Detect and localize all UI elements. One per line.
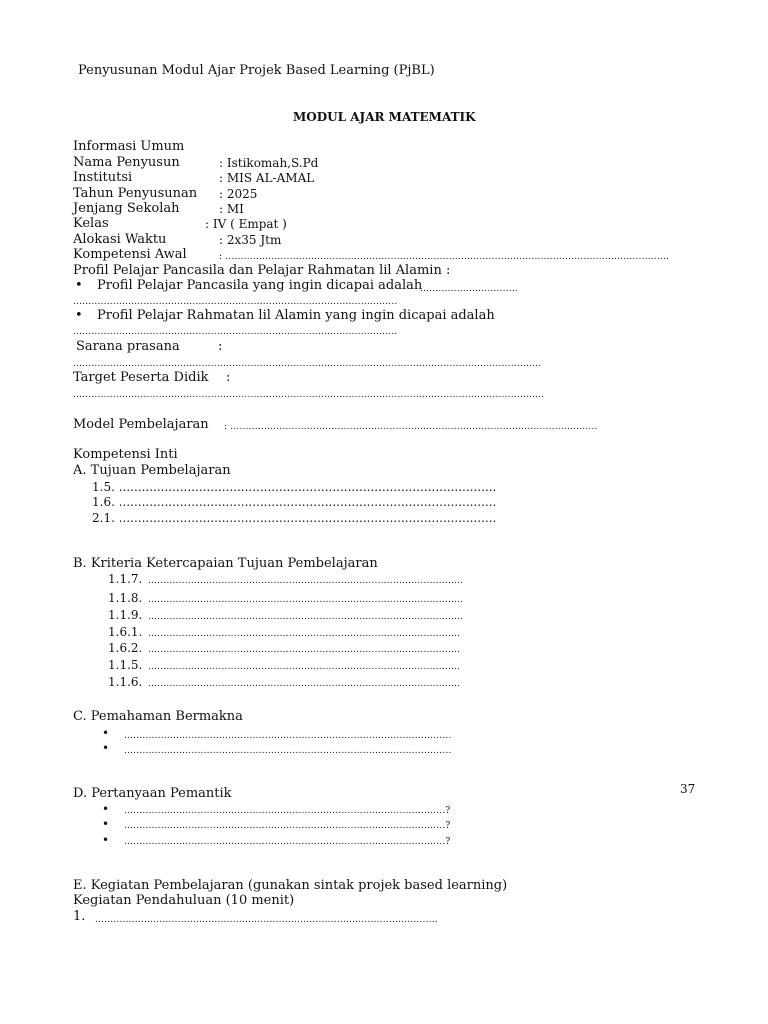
jenjang-label: Jenjang Sekolah xyxy=(73,201,180,216)
kriteria-dots: ...................................................................................................... xyxy=(148,679,461,689)
kompetensi-awal-label: Kompetensi Awal xyxy=(73,247,187,262)
model-label: Model Pembelajaran xyxy=(73,417,209,432)
model-value: : ........................................................................................................................ xyxy=(224,422,598,432)
kriteria-number: 1.1.7. xyxy=(108,572,143,586)
profil-pancasila-dots: ................................ xyxy=(420,284,518,294)
tujuan-item: 2.1. ................................................................................................... xyxy=(92,511,497,525)
bullet-icon: • xyxy=(75,278,83,293)
alokasi-value: : 2x35 Jtm xyxy=(219,233,282,247)
bullet-icon: • xyxy=(102,802,110,816)
kriteria-dots: ...................................................................................................... xyxy=(148,629,461,639)
bullet-icon: • xyxy=(102,833,110,847)
target-dots: .......................................................................................................................................................... xyxy=(73,390,545,400)
kriteria-dots: ...................................................................................................... xyxy=(148,645,461,655)
kriteria-dots: ....................................................................................................... xyxy=(148,595,464,605)
kriteria-number: 1.1.9. xyxy=(108,608,143,622)
profil-rahmatan-text: Profil Pelajar Rahmatan lil Alamin yang ingin dicapai adalah xyxy=(97,308,495,323)
document-header: Penyusunan Modul Ajar Projek Based Learning (PjBL) xyxy=(78,63,435,78)
kriteria-dots: ....................................................................................................... xyxy=(148,612,464,622)
pemantik-item: .........................................................................................................? xyxy=(124,806,451,816)
sarana-label: Sarana prasana xyxy=(76,339,180,354)
bullet-icon: • xyxy=(102,726,110,740)
kriteria-number: 1.1.5. xyxy=(108,658,143,672)
bullet-icon: • xyxy=(102,741,110,755)
kriteria-number: 1.6.1. xyxy=(108,625,143,639)
nama-penyusun-value: : Istikomah,S.Pd xyxy=(219,156,319,170)
document-title: MODUL AJAR MATEMATIK xyxy=(293,110,476,124)
tujuan-item: 1.5. ................................................................................................... xyxy=(92,480,497,494)
kriteria-dots: ...................................................................................................... xyxy=(148,662,461,672)
profil-heading: Profil Pelajar Pancasila dan Pelajar Rahmatan lil Alamin : xyxy=(73,263,451,278)
kriteria-dots: ....................................................................................................... xyxy=(148,576,464,586)
sarana-colon: : xyxy=(218,339,223,354)
pemahaman-item: ........................................................................................................... xyxy=(124,731,452,741)
target-label: Target Peserta Didik xyxy=(73,370,209,385)
kegiatan-pendahuluan: Kegiatan Pendahuluan (10 menit) xyxy=(73,893,295,908)
tujuan-item: 1.6. ................................................................................................... xyxy=(92,495,497,509)
section-b-title: B. Kriteria Ketercapaian Tujuan Pembelajaran xyxy=(73,556,378,571)
bullet-icon: • xyxy=(102,817,110,831)
pemantik-item: .........................................................................................................? xyxy=(124,837,451,847)
alokasi-label: Alokasi Waktu xyxy=(73,232,167,247)
pemantik-item: .........................................................................................................? xyxy=(124,821,451,831)
kelas-value: : IV ( Empat ) xyxy=(205,217,287,231)
tahun-value: : 2025 xyxy=(219,187,258,201)
institusi-value: : MIS AL-AMAL xyxy=(219,171,315,185)
profil-pancasila-continuation: .......................................................................................................... xyxy=(73,297,398,307)
page-number: 37 xyxy=(680,782,696,796)
kegiatan-item-number: 1. xyxy=(73,909,86,924)
nama-penyusun-label: Nama Penyusun xyxy=(73,155,180,170)
jenjang-value: : MI xyxy=(219,202,244,216)
profil-rahmatan-continuation: .......................................................................................................... xyxy=(73,327,398,337)
pemahaman-item: ........................................................................................................... xyxy=(124,746,452,756)
institusi-label: Institutsi xyxy=(73,170,133,185)
kelas-label: Kelas xyxy=(73,216,109,231)
kompetensi-awal-value: : ................................................................................................................................................. xyxy=(219,252,670,262)
profil-pancasila-text: Profil Pelajar Pancasila yang ingin dicapai adalah xyxy=(97,278,423,293)
info-heading: Informasi Umum xyxy=(73,139,185,154)
kompetensi-inti-heading: Kompetensi Inti xyxy=(73,447,178,462)
kegiatan-item-dots: ................................................................................................................ xyxy=(95,915,438,925)
sarana-dots: ......................................................................................................................................................... xyxy=(73,359,542,369)
section-a-title: A. Tujuan Pembelajaran xyxy=(73,463,231,478)
target-colon: : xyxy=(226,370,231,385)
section-c-title: C. Pemahaman Bermakna xyxy=(73,709,243,724)
section-d-title: D. Pertanyaan Pemantik xyxy=(73,786,232,801)
tahun-label: Tahun Penyusunan xyxy=(73,186,198,201)
section-e-title: E. Kegiatan Pembelajaran (gunakan sintak projek based learning) xyxy=(73,878,508,893)
kriteria-number: 1.1.8. xyxy=(108,591,143,605)
bullet-icon: • xyxy=(75,308,83,323)
kriteria-number: 1.1.6. xyxy=(108,675,143,689)
kriteria-number: 1.6.2. xyxy=(108,641,143,655)
